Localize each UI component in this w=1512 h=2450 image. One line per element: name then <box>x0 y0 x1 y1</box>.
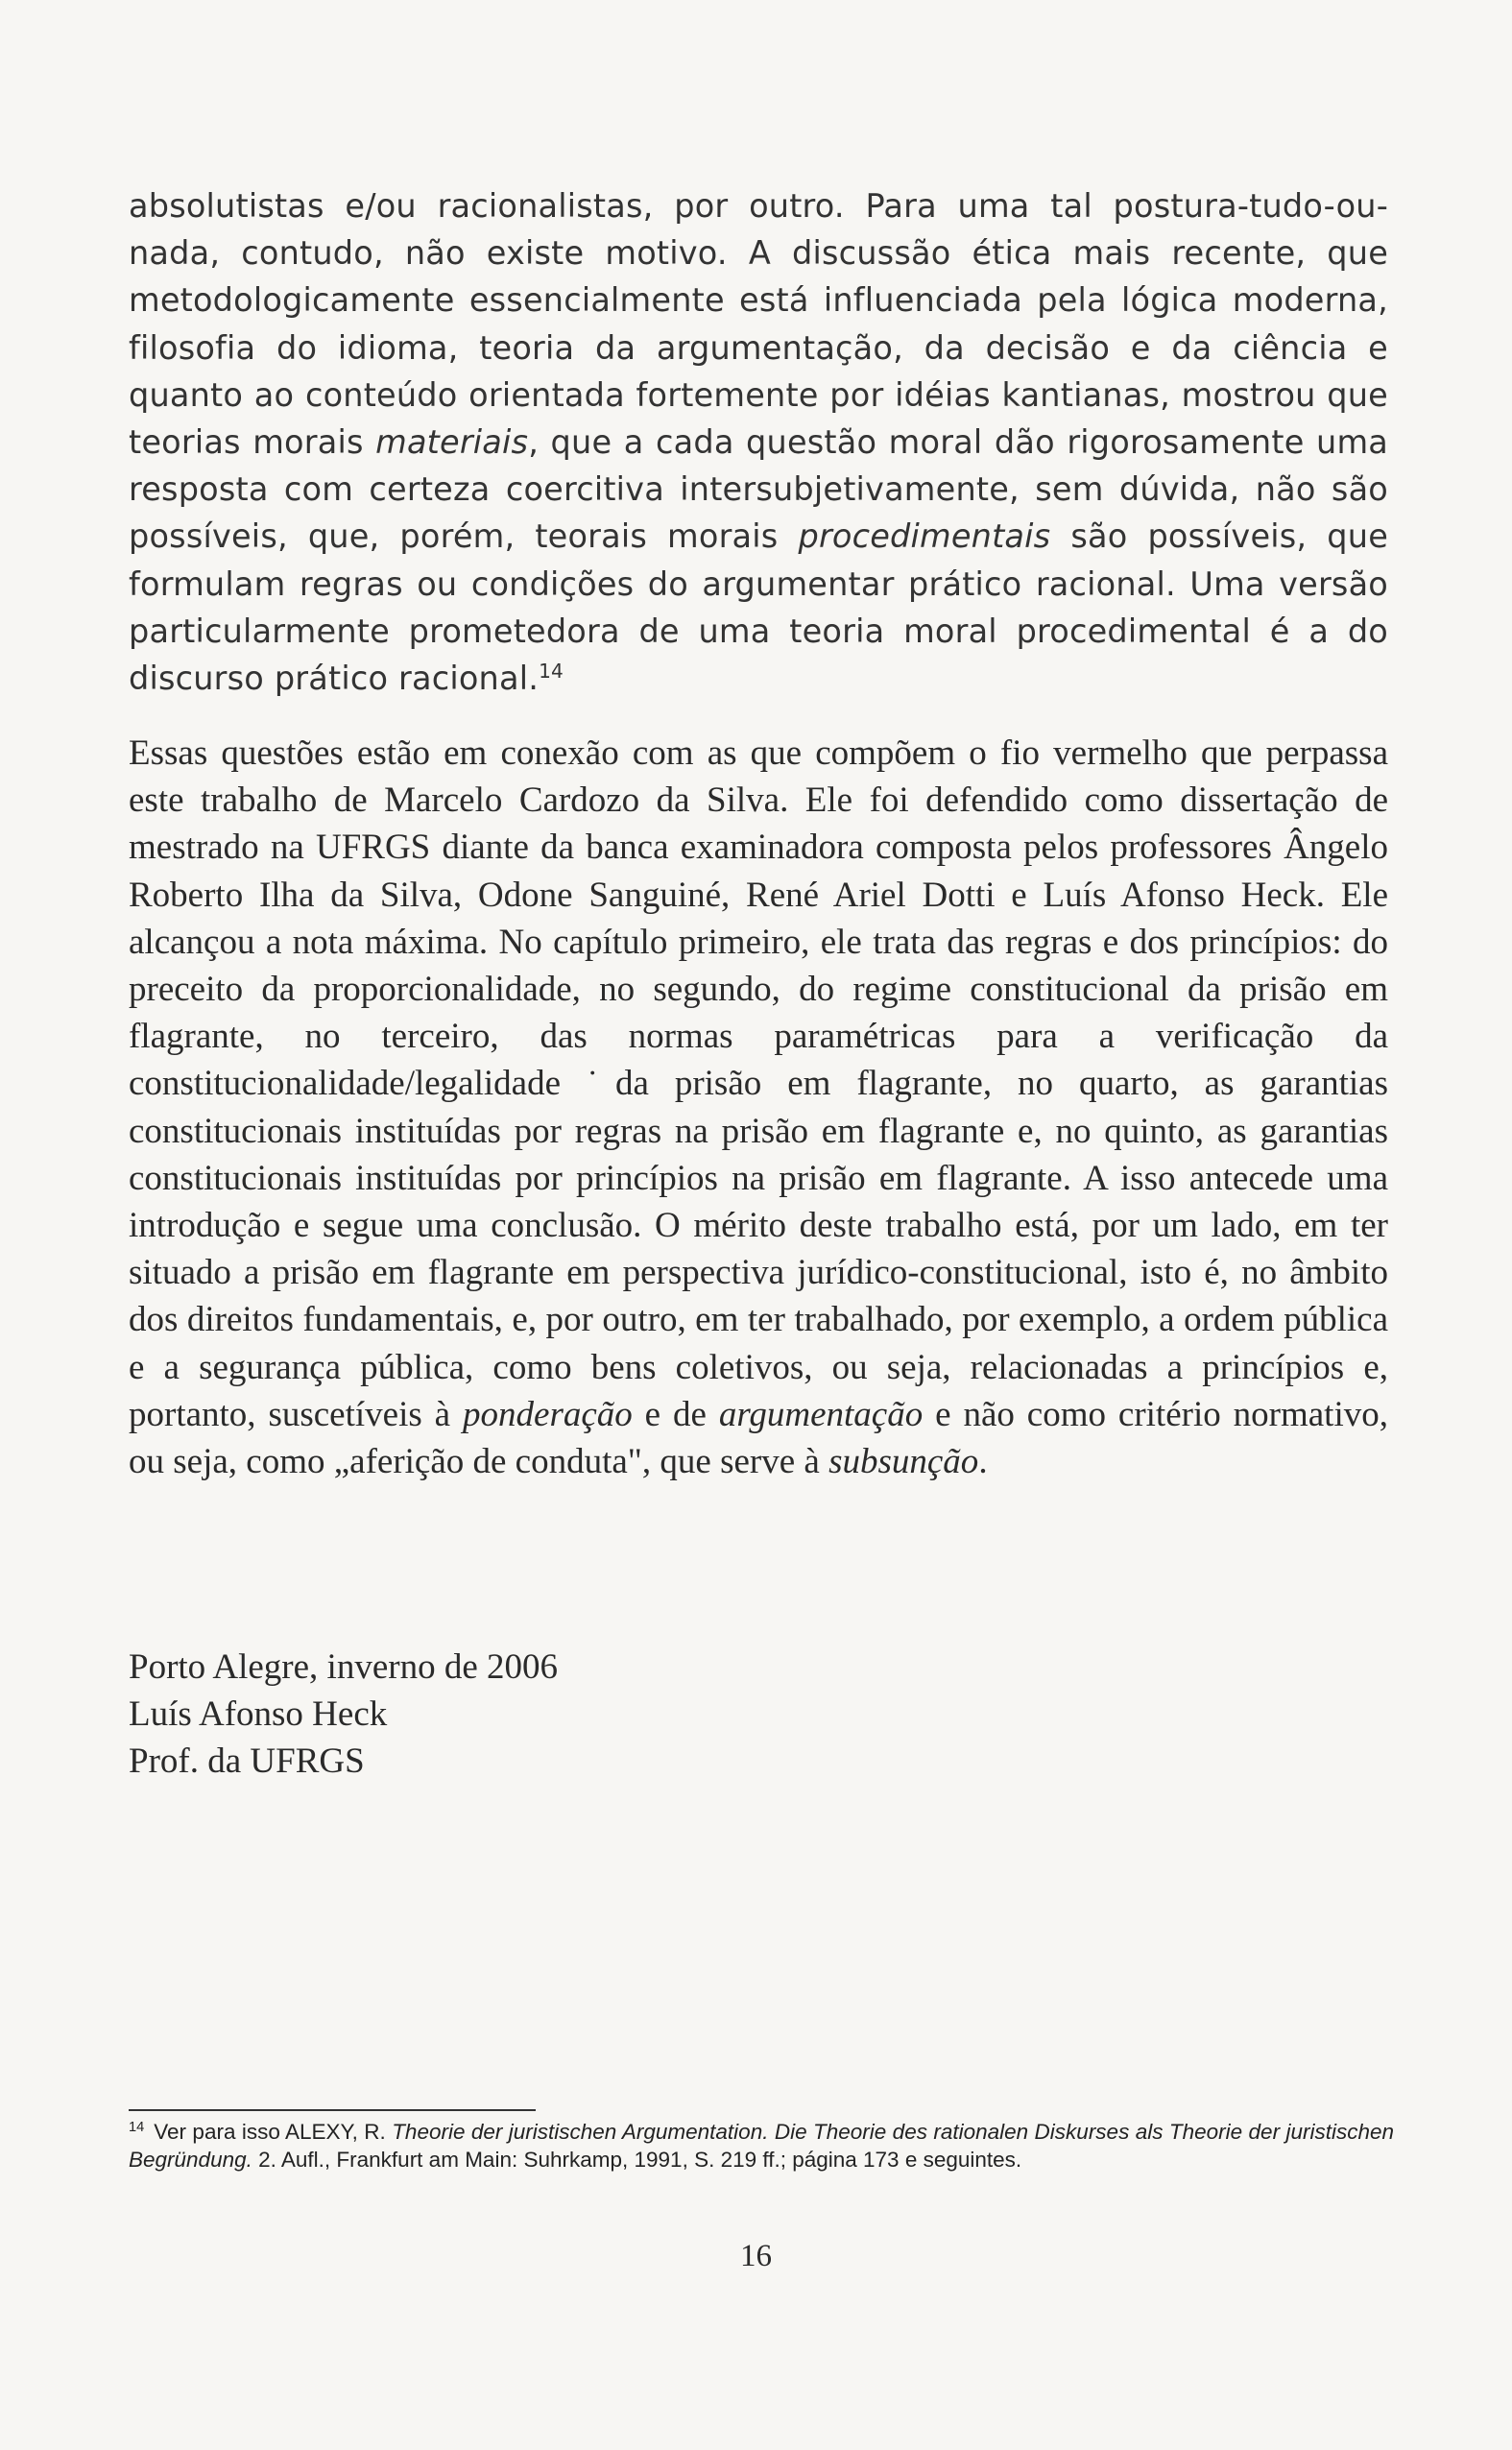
body-paragraph-2 <box>129 730 1388 1485</box>
paragraph-text: são possíveis, que formulam regras ou condições do argumentar prático racional. Uma versão particularmente prometedora de uma teoria moral procedimental é a do discurso prático racional. <box>129 517 1388 698</box>
footnote-text: Ver para isso ALEXY, R. <box>154 2120 393 2144</box>
paragraph-text: absolutistas e/ou racionalistas, por outro. Para uma tal postura-tudo-ou-nada, contudo, não existe motivo. A discussão ética mais recente, que metodologicamente essencialmente está influenciada pela lógica moderna, filosofia do idioma, teoria da argumentação, da decisão e da ciência e quanto ao conteúdo orientada fortemente por idéias kantianas, mostrou que teorias morais <box>129 187 1388 462</box>
footnote-separator <box>129 2109 536 2111</box>
paragraph-text: e não como critério normativo, ou seja, como „aferição de conduta", que serve à <box>129 1394 1388 1482</box>
page-number: 16 <box>740 2239 772 2273</box>
body-paragraph-1 <box>129 182 1388 702</box>
footnote-text: 2. Aufl., Frankfurt am Main: Suhrkamp, 1991, S. 219 ff.; página 173 e seguintes. <box>252 2148 1022 2172</box>
paragraph-text: e de <box>632 1394 719 1434</box>
signature-place-date: Porto Alegre, inverno de 2006 <box>129 1647 558 1687</box>
signature-title: Prof. da UFRGS <box>129 1741 365 1781</box>
emphasis-text: subsunção <box>828 1442 979 1482</box>
paragraph-text: . <box>978 1442 988 1482</box>
footnote-number: 14 <box>129 2119 145 2135</box>
emphasis-text: ponderação <box>463 1394 633 1434</box>
emphasis-text: procedimentais <box>798 517 1051 556</box>
paragraph-text: , que a cada questão moral dão rigorosamente uma resposta com certeza coercitiva intersubjetivamente, sem dúvida, não são possíveis, que, porém, teorais morais <box>129 423 1389 556</box>
footnote-emphasis: Theorie der juristischen Argumentation. Die Theorie des rationalen Diskurses als Theorie der juristischen Begründung. <box>129 2120 1394 2172</box>
emphasis-text: materiais <box>375 423 529 462</box>
footnote <box>129 2118 1394 2174</box>
signature-author: Luís Afonso Heck <box>129 1694 388 1734</box>
signature-block <box>129 1644 897 1785</box>
footnote-reference: 14 <box>539 659 564 683</box>
emphasis-text: argumentação <box>718 1394 924 1434</box>
paragraph-text: Essas questões estão em conexão com as que compõem o fio vermelho que perpassa este trabalho de Marcelo Cardozo da Silva. Ele foi defendido como dissertação de mestrado na UFRGS diante da banca examinadora composta pelos professores Ângelo Roberto Ilha da Silva, Odone Sanguiné, René Ariel Dotti e Luís Afonso Heck. Ele alcançou a nota máxima. No capítulo primeiro, ele trata das regras e dos princípios: do preceito da proporcionalidade, no segundo, do regime constitucional da prisão em flagrante, no terceiro, das normas paramétricas para a verificação da constitucionalidade/legalidade ˙da prisão em flagrante, no quarto, as garantias constitucionais instituídas por regras na prisão em flagrante e, no quinto, as garantias constitucionais instituídas por princípios na prisão em flagrante. A isso antecede uma introdução e segue uma conclusão. O mérito deste trabalho está, por um lado, em ter situado a prisão em flagrante em perspectiva jurídico-constitucional, isto é, no âmbito dos direitos fundamentais, e, por outro, em ter trabalhado, por exemplo, a ordem pública e a segurança pública, como bens coletivos, ou seja, relacionadas a princípios e, portanto, suscetíveis à <box>129 733 1388 1434</box>
